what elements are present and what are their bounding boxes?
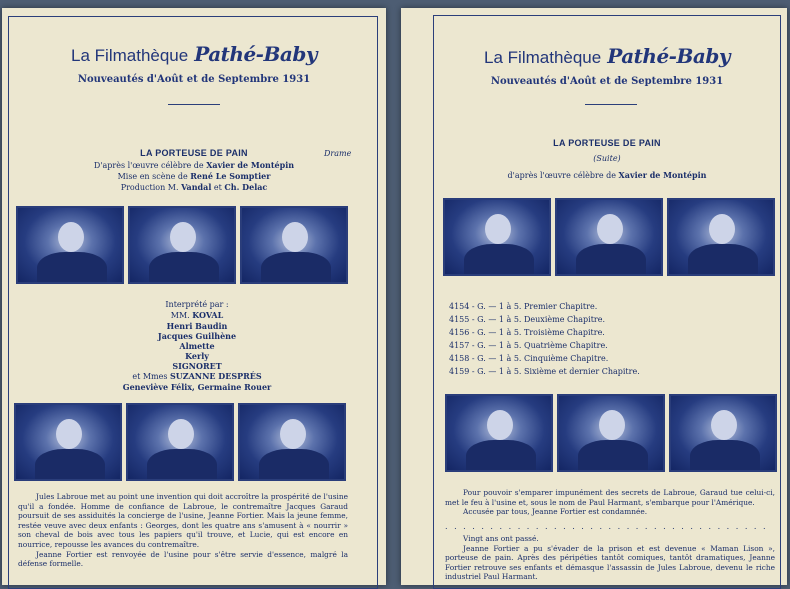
film-still-photo [443, 198, 551, 276]
chapter-item: 4158 - G. — 1 à 5. Cinquième Chapitre. [449, 354, 609, 363]
film-still-photo [669, 394, 777, 472]
left-header-subtitle: Nouveautés d'Août et de Septembre 1931 [77, 74, 311, 85]
right-film-title: LA PORTEUSE DE PAIN [553, 138, 661, 148]
right-page [401, 8, 787, 585]
film-still-photo [557, 394, 665, 472]
credit-producer-1: Vandal [181, 182, 212, 192]
header-prefix: La Filmathèque [484, 48, 602, 67]
credit-author-prefix: D'après l'œuvre célèbre de [93, 161, 204, 170]
credit-director-name: René Le Somptier [190, 171, 271, 181]
cast-name: Geneviève Félix, Germaine Rouer [122, 382, 272, 392]
credit-author-name: Xavier de Montépin [618, 170, 707, 180]
film-still-photo [445, 394, 553, 472]
left-film-title: LA PORTEUSE DE PAIN [140, 148, 248, 158]
brand-logo: Pathé-Baby [607, 44, 730, 68]
chapter-item: 4155 - G. — 1 à 5. Deuxième Chapitre. [449, 315, 606, 324]
section-separator: . . . . . . . . . . . . . . . . . . . . . . . . . . . . . . . . . . . . [445, 522, 768, 531]
cast-name: KOVAL [192, 310, 224, 320]
film-still-photo [555, 198, 663, 276]
synopsis-paragraph: Vingt ans ont passé. [463, 534, 539, 543]
film-still-photo [14, 403, 122, 481]
synopsis-paragraph: Jeanne Fortier est renvoyée de l'usine pour s'être servie d'essence, malgré la défense formelle. [18, 549, 348, 569]
cast-mmes: et Mmes [132, 372, 168, 381]
right-synopsis-2 [445, 534, 775, 582]
right-header-title [427, 44, 787, 68]
right-credits [427, 170, 787, 181]
chapter-item: 4156 - G. — 1 à 5. Troisième Chapitre. [449, 328, 605, 337]
left-header-title [2, 42, 386, 66]
chapter-item: 4159 - G. — 1 à 5. Sixième et dernier Chapitre. [449, 367, 640, 376]
credit-production-prefix: Production M. [120, 183, 179, 192]
genre-label: Drame [324, 149, 352, 158]
synopsis-paragraph: Accusée par tous, Jeanne Fortier est condamnée. [463, 507, 648, 517]
cast-name: SUZANNE DESPRÉS [169, 371, 262, 381]
film-still-photo [128, 206, 236, 284]
film-still-photo [667, 198, 775, 276]
cast-name: Kerly [185, 351, 209, 361]
chapter-item: 4157 - G. — 1 à 5. Quatrième Chapitre. [449, 341, 608, 350]
film-still-photo [126, 403, 234, 481]
right-header-rule [585, 104, 637, 105]
film-still-photo [238, 403, 346, 481]
cast-header: Interprété par : [165, 300, 229, 309]
right-header-subtitle: Nouveautés d'Août et de Septembre 1931 [490, 76, 724, 87]
header-prefix: La Filmathèque [71, 46, 189, 65]
chapter-list [449, 300, 640, 378]
credit-author-name: Xavier de Montépin [206, 160, 295, 170]
credit-join: et [213, 183, 222, 192]
synopsis-paragraph: Pour pouvoir s'emparer impunément des secrets de Labroue, Garaud tue celui-ci, met le feu à l'usine et, sous le nom de Paul Harmant, s'embarque pour l'Amérique. [445, 488, 775, 507]
chapter-item: 4154 - G. — 1 à 5. Premier Chapitre. [449, 302, 598, 311]
cast-list [102, 300, 292, 392]
cast-mm: MM. [170, 311, 190, 320]
brand-logo: Pathé-Baby [194, 42, 317, 66]
credit-author-prefix: d'après l'œuvre célèbre de [507, 171, 616, 180]
cast-name: Jacques Guilhène [157, 331, 237, 341]
synopsis-paragraph: Jules Labroue met au point une invention qui doit accroître la prospérité de l'usine qu'il a fondée. Homme de confiance de Labroue, le contremaître Jacques Garaud poursuit de ses assiduités la concierge de l'usine, Jeanne Fortier. Mais la jeune femme, restée veuve avec deux enfants : Georges, dont les quatre ans s'amusent à « nourrir » son cheval de bois avec tous les papiers qu'il trouve, et Lucie, qui est encore en nourrice, repousse les avances du contremaître. [18, 492, 348, 549]
synopsis-paragraph: Jeanne Fortier a pu s'évader de la prison et est devenue « Maman Lison », porteuse de pain. Après des péripéties tantôt comiques, tantôt dramatiques, Jeanne Fortier retrouve ses enfants et démasque l'assassin de Jules Labroue, devenu le riche industriel Paul Harmant. [445, 543, 775, 582]
left-header-rule [168, 104, 220, 105]
left-synopsis [18, 492, 348, 569]
right-synopsis-1 [445, 488, 775, 517]
credit-director-prefix: Mise en scène de [117, 172, 188, 181]
suite-label: (Suite) [593, 154, 621, 163]
film-still-photo [240, 206, 348, 284]
credit-producer-2: Ch. Delac [224, 182, 268, 192]
left-credits [2, 160, 386, 193]
film-still-photo [16, 206, 124, 284]
cast-name: Henri Baudin [166, 321, 228, 331]
cast-name: Almette [179, 341, 215, 351]
cast-name: SIGNORET [172, 361, 222, 371]
left-page [2, 8, 386, 585]
